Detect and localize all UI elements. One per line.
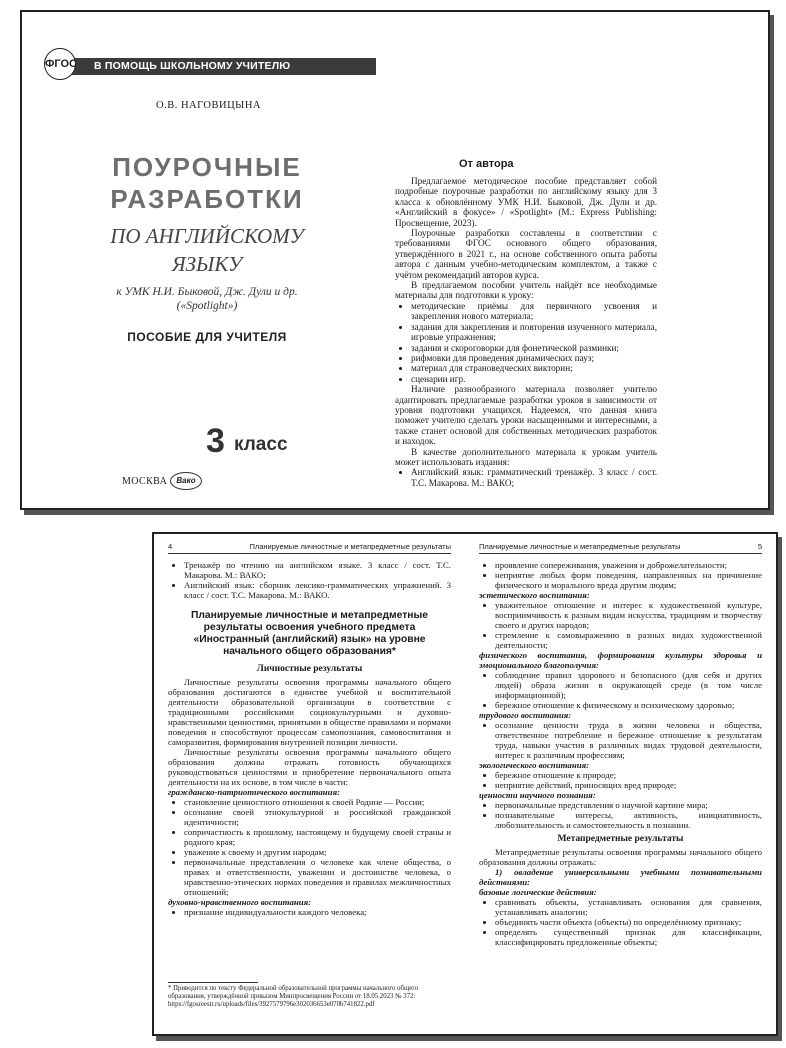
list-item: • уважение к своему и другим народам; bbox=[184, 847, 451, 857]
running-head bbox=[168, 542, 451, 554]
category-list bbox=[479, 897, 762, 947]
list-item: • Английский язык: грамматический тренажёр. 3 класс / сост. Т.С. Макарова. М.: ВАКО; bbox=[411, 467, 657, 488]
title-line-3: ПО АНГЛИЙСКОМУ bbox=[110, 224, 304, 248]
inner-spread bbox=[152, 532, 778, 1036]
list-item: • задания для закрепления и повторения изученного материала, игровые упражнения; bbox=[411, 322, 657, 343]
cover-author: О.В. НАГОВИЦЫНА bbox=[156, 100, 262, 111]
list-item: • проявление сопереживания, уважения и доброжелательности; bbox=[495, 560, 762, 570]
publisher-logo: Вако bbox=[170, 472, 202, 490]
category-label: трудового воспитания: bbox=[479, 710, 572, 720]
footnote-rule bbox=[168, 982, 258, 983]
category-list bbox=[479, 560, 762, 590]
list-item: • объединять части объекта (объекты) по определённому признаку; bbox=[495, 917, 762, 927]
city-label: МОСКВА bbox=[122, 476, 168, 487]
paragraph: 1) овладение универсальными учебными познавательными действиями: bbox=[479, 867, 762, 887]
list-item: • Тренажёр по чтению на английском языке. 3 класс / сост. Т.С. Макарова. М.: ВАКО; bbox=[184, 560, 451, 580]
paragraph: Предлагаемое методическое пособие представляет собой подробные поурочные разработки по английскому языку для 3 класса к обновлённому УМК Н.И. Быковой, Дж. Дули и др. «Английский в фокусе» / «Spotlight» (М.: Express Publishing: Просвещение, 2023). bbox=[395, 176, 657, 228]
list-item: • материал для страноведческих викторин; bbox=[411, 363, 657, 373]
list-item: • сценарии игр. bbox=[411, 374, 657, 384]
list-item: • неприятие любых форм поведения, направленных на причинение физического и морального вреда другим людям; bbox=[495, 570, 762, 590]
subheading: Метапредметные результаты bbox=[557, 834, 684, 844]
list-item: • уважительное отношение и интерес к художественной культуре, восприимчивость к разным видам искусства, традициям и творчеству своего и других народов; bbox=[495, 600, 762, 630]
running-head bbox=[479, 542, 762, 554]
subheading: Личностные результаты bbox=[256, 664, 363, 674]
umk-line-2: («Spotlight») bbox=[176, 300, 238, 312]
list-item: • сопричастность к прошлому, настоящему и будущему своей страны и родного края; bbox=[184, 827, 451, 847]
materials-list bbox=[395, 301, 657, 384]
list-item: • познавательные интересы, активность, инициативность, любознательность и самостоятельность в познании. bbox=[495, 810, 762, 830]
list-item: • осознание ценности труда в жизни человека и общества, ответственное потребление и бережное отношение к результатам труда, навыки участия в различных видах трудовой деятельности, интерес к различным профессиям; bbox=[495, 720, 762, 760]
category-label: ценности научного познания: bbox=[479, 790, 596, 800]
grade-number: 3 bbox=[206, 422, 225, 460]
umk-line-1: к УМК Н.И. Быковой, Дж. Дули и др. bbox=[116, 286, 298, 298]
section-heading: Планируемые личностные и метапредметные результаты освоения учебного предмета «Иностранный (английский) язык» на уровне начального общего образования* bbox=[190, 610, 429, 657]
list-item: • становление ценностного отношения к своей Родине — России; bbox=[184, 797, 451, 807]
list-item: • осознание своей этнокультурной и российской гражданской идентичности; bbox=[184, 807, 451, 827]
running-title: Планируемые личностные и метапредметные результаты bbox=[249, 542, 451, 551]
grade-word: класс bbox=[234, 434, 288, 455]
list-item: • методические приёмы для первичного усвоения и закрепления нового материала; bbox=[411, 301, 657, 322]
paragraph: Поурочные разработки составлены в соответствии с требованиями ФГОС основного общего образования, утверждённого в 2021 г., на основе собственного опыта работы автора с данным учебно-методическим комплектом, а также с учётом рекомендаций авторов курса. bbox=[395, 228, 657, 280]
editions-list bbox=[168, 560, 451, 600]
series-label: В ПОМОЩЬ ШКОЛЬНОМУ УЧИТЕЛЮ bbox=[94, 60, 291, 72]
category-list bbox=[479, 670, 762, 710]
cover-page bbox=[22, 12, 377, 508]
category-list bbox=[168, 907, 451, 917]
audience-label: ПОСОБИЕ ДЛЯ УЧИТЕЛЯ bbox=[127, 330, 287, 344]
list-item: • сравнивать объекты, устанавливать основания для сравнения, устанавливать аналогии; bbox=[495, 897, 762, 917]
list-item: • бережное отношение к физическому и психическому здоровью; bbox=[495, 700, 762, 710]
running-title: Планируемые личностные и метапредметные результаты bbox=[479, 542, 681, 551]
list-item: • неприятие действий, приносящих вред природе; bbox=[495, 780, 762, 790]
category-label: гражданско-патриотического воспитания: bbox=[168, 787, 341, 797]
paragraph: Личностные результаты освоения программы начального общего образования достигаются в единстве учебной и воспитательной деятельности образовательной организации в соответствии с традиционными российскими социокультурными и духовно-нравственными ценностями, принятыми в обществе правилами и нормами поведения и способствуют процессам самопознания, самовоспитания и саморазвития, формирования внутренней позиции личности. bbox=[168, 677, 451, 747]
list-item: • стремление к самовыражению в разных видах художественной деятельности; bbox=[495, 630, 762, 650]
list-item: • бережное отношение к природе; bbox=[495, 770, 762, 780]
page-4-text bbox=[168, 560, 451, 917]
page-4 bbox=[154, 534, 465, 1034]
author-page bbox=[377, 12, 768, 508]
paragraph: Личностные результаты освоения программы начального общего образования должны отражать готовность обучающихся руководствоваться ценностями и приобретение первоначального опыта деятельности на их основе, в том числе в части: bbox=[168, 747, 451, 787]
author-text bbox=[395, 176, 657, 488]
list-item: • Английский язык: сборник лексико-грамматических упражнений. 3 класс / сост. Т.С. Макарова. М.: ВАКО. bbox=[184, 580, 451, 600]
category-list bbox=[168, 797, 451, 897]
page-5-text bbox=[479, 560, 762, 947]
paragraph: Наличие разнообразного материала позволяет учителю адаптировать предлагаемые разработки уроков в зависимости от уровня подготовки учащихся. Надеемся, что данная книга поможет учителю сделать уроки насыщенными и интересными, а также станет основой для собственных методических разработок и находок. bbox=[395, 384, 657, 447]
category-label: физического воспитания, формирования культуры здоровья и эмоционального благополучия: bbox=[479, 650, 762, 670]
category-list bbox=[479, 770, 762, 790]
page-number: 4 bbox=[168, 542, 173, 551]
page-number: 5 bbox=[757, 542, 762, 551]
list-item: • соблюдение правил здорового и безопасного (для себя и других людей) образа жизни в окружающей среде (в том числе информационной); bbox=[495, 670, 762, 700]
list-item: • первоначальные представления о человеке как члене общества, о правах и ответственности, уважении и достоинстве человека, о нравственно-этических нормах поведения и правилах межличностных отношений; bbox=[184, 857, 451, 897]
title-line-2: РАЗРАБОТКИ bbox=[110, 184, 304, 214]
category-list bbox=[479, 600, 762, 650]
category-list bbox=[479, 800, 762, 830]
paragraph: В качестве дополнительного материала к урокам учитель может использовать издания: bbox=[395, 446, 657, 467]
cover-spread bbox=[20, 10, 770, 510]
paragraph: Метапредметные результаты освоения программы начального общего образования должны отражать: bbox=[479, 847, 762, 867]
list-item: • первоначальные представления о научной картине мира; bbox=[495, 800, 762, 810]
category-label: эстетического воспитания: bbox=[479, 590, 590, 600]
author-heading: От автора bbox=[459, 158, 514, 170]
list-item: • задания и скороговорки для фонетической разминки; bbox=[411, 343, 657, 353]
footnote: * Приводится по тексту Федеральной образовательной программы начального общего образования, утверждённой приказом Минпросвещения России от 18.05.2023 № 372: https://fgosreestr.ru/uploads/files/3927579796e302036653e070b741822.pdf bbox=[168, 985, 419, 1008]
category-label: духовно-нравственного воспитания: bbox=[168, 897, 312, 907]
title-line-1: ПОУРОЧНЫЕ bbox=[112, 152, 302, 182]
list-item: • признание индивидуальности каждого человека; bbox=[184, 907, 451, 917]
list-item: • определять существенный признак для классификации, классифицировать предложенные объекты; bbox=[495, 927, 762, 947]
category-list bbox=[479, 720, 762, 760]
title-line-4: ЯЗЫКУ bbox=[171, 252, 243, 276]
editions-list bbox=[395, 467, 657, 488]
page-5 bbox=[465, 534, 776, 1034]
list-item: • рифмовки для проведения динамических пауз; bbox=[411, 353, 657, 363]
category-label: базовые логические действия: bbox=[479, 887, 597, 897]
fgos-logo: ФГОС bbox=[44, 48, 76, 80]
category-label: экологического воспитания: bbox=[479, 760, 590, 770]
paragraph: В предлагаемом пособии учитель найдёт все необходимые материалы для подготовки к уроку: bbox=[395, 280, 657, 301]
